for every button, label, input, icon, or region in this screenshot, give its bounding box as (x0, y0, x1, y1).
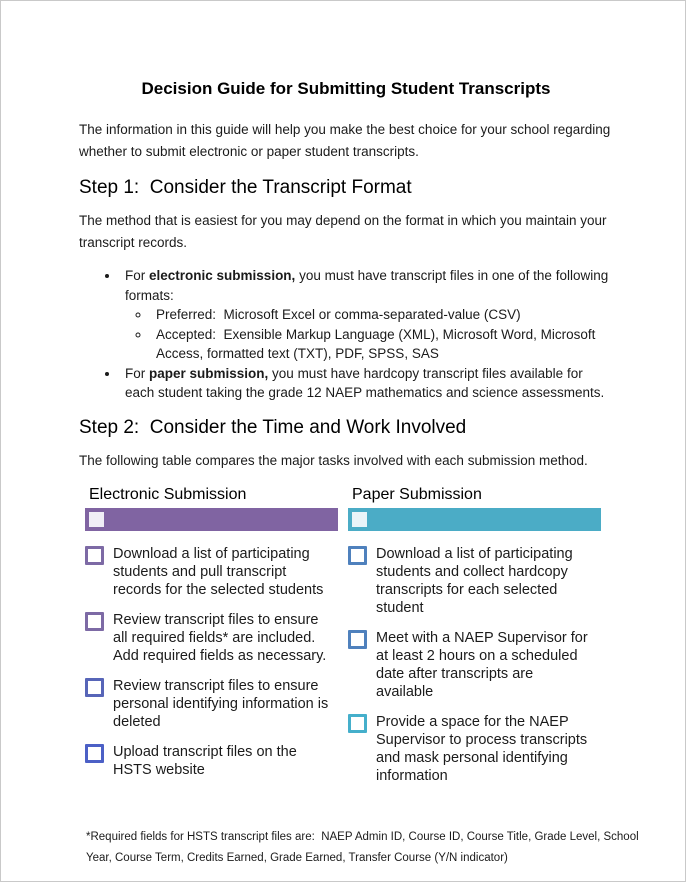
checklist-item (85, 611, 338, 665)
checkbox-icon (85, 678, 104, 697)
step1-paragraph: The method that is easiest for you may depend on the format in which you maintain your transcript records. (79, 213, 607, 250)
checklist-item-text: Upload transcript files on the HSTS website (113, 743, 297, 778)
electronic-color-bar (85, 508, 338, 531)
sub-bullet-accepted (151, 325, 613, 364)
electronic-column-header: Electronic Submission (89, 485, 247, 503)
step2-heading: Step 2: Consider the Time and Work Involved (79, 416, 467, 438)
checklist-item (85, 743, 338, 779)
checklist-item-text: Provide a space for the NAEP Supervisor to process transcripts and mask personal identifying information (376, 713, 588, 784)
electronic-submission-column (85, 486, 338, 797)
checklist-item (85, 545, 338, 599)
bullet-text-bold: paper submission, (149, 365, 269, 381)
sub-bullet-text: Accepted: Exensible Markup Language (XML), Microsoft Word, Microsoft Access, formatted text (TXT), PDF, SPSS, SAS (156, 326, 599, 361)
bullet-text-rest: you must have transcript files in one of the following formats: (125, 268, 609, 303)
paper-checklist (348, 545, 601, 785)
checklist-item-text: Meet with a NAEP Supervisor for at least 2 hours on a scheduled date after transcripts are available (376, 629, 588, 700)
sub-bullet-text: Preferred: Microsoft Excel or comma-separated-value (CSV) (156, 307, 521, 322)
step1-bullet-list (79, 266, 613, 403)
required-fields-footnote: *Required fields for HSTS transcript files are: NAEP Admin ID, Course ID, Course Title, Grade Level, School Year, Course Term, Credits Earned, Grade Earned, Transfer Course (Y/N indicator) (86, 830, 642, 864)
checkbox-icon (85, 612, 104, 631)
format-sub-list (125, 305, 613, 364)
checkbox-icon (348, 714, 367, 733)
comparison-table (85, 486, 685, 797)
bullet-text-prefix: For (125, 268, 150, 283)
checkbox-icon (85, 744, 104, 763)
checklist-item (85, 677, 338, 731)
checklist-item-text: Download a list of participating students and collect hardcopy transcripts for each selected student (376, 545, 573, 616)
checklist-item-text: Download a list of participating students and pull transcript records for the selected students (113, 545, 324, 598)
checkbox-icon (348, 546, 367, 565)
bullet-item-paper (120, 364, 613, 403)
bullet-text-rest: you must have hardcopy transcript files available for each student taking the grade 12 NAEP mathematics and science assessments. (125, 365, 605, 400)
paper-column-header: Paper Submission (352, 485, 482, 503)
electronic-checklist (85, 545, 338, 779)
intro-paragraph: The information in this guide will help you make the best choice for your school regarding whether to submit electronic or paper student transcripts. (79, 122, 611, 159)
bullet-text-prefix: For (125, 365, 150, 381)
checklist-item (348, 629, 601, 701)
checklist-item-text: Review transcript files to ensure personal identifying information is deleted (113, 677, 329, 730)
document-content (1, 79, 685, 472)
checkbox-icon (85, 546, 104, 565)
bullet-text-bold: electronic submission, (149, 268, 296, 283)
checklist-item-text: Review transcript files to ensure all required fields* are included. Add required fields as necessary. (113, 611, 327, 664)
checklist-item (348, 545, 601, 617)
sub-bullet-preferred (151, 305, 613, 325)
checkbox-icon (348, 630, 367, 649)
step2-paragraph: The following table compares the major tasks involved with each submission method. (79, 452, 588, 468)
paper-bar-chip (352, 512, 367, 527)
checklist-item (348, 713, 601, 785)
paper-submission-column (348, 486, 601, 797)
step1-heading: Step 1: Consider the Transcript Format (79, 177, 412, 198)
bullet-item-electronic (120, 266, 613, 364)
electronic-bar-chip (89, 512, 104, 527)
document-title: Decision Guide for Submitting Student Transcripts (141, 79, 551, 98)
paper-color-bar (348, 508, 601, 531)
